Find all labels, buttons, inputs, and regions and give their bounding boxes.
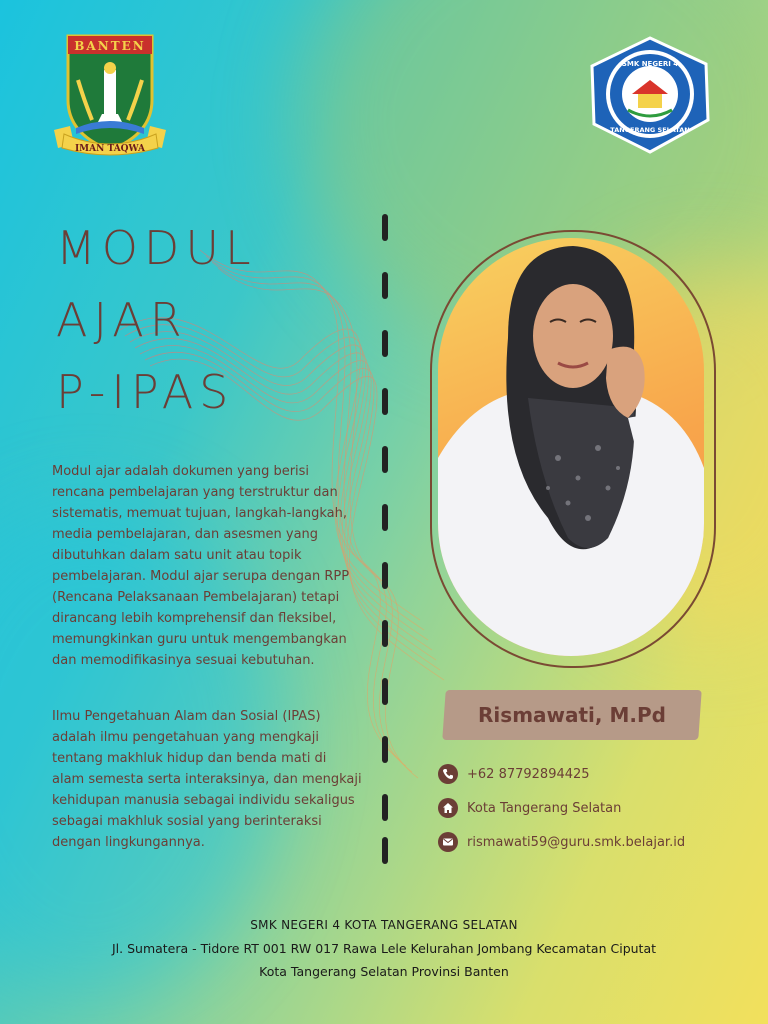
svg-text:BANTEN: BANTEN	[74, 39, 146, 53]
para1-line: dirancang lebih komprehensif dan fleksibel,	[52, 611, 337, 626]
para1-line: dibutuhkan dalam satu unit atau topik	[52, 548, 302, 563]
home-icon	[438, 798, 458, 818]
description-paragraph-1	[52, 461, 372, 671]
para2-line: alam semesta serta interaksinya, dan mengkaji	[52, 772, 362, 787]
para1-line: memungkinkan guru untuk mengembangkan	[52, 632, 347, 647]
para2-line: tentang makhluk hidup dan benda mati di	[52, 751, 327, 766]
para1-line: rencana pembelajaran yang terstruktur dan	[52, 485, 338, 500]
phone-icon	[438, 764, 458, 784]
svg-text:IMAN TAQWA: IMAN TAQWA	[74, 144, 146, 154]
para2-line: adalah ilmu pengetahuan yang mengkaji	[52, 730, 319, 745]
title-line-2: AJAR	[56, 293, 188, 347]
para2-line: sebagai makhluk sosial yang berinteraksi	[52, 814, 322, 829]
title-line-1: MODUL	[56, 221, 257, 275]
para2-line: dengan lingkungannya.	[52, 835, 205, 850]
mail-icon	[438, 832, 458, 852]
author-name: Rismawati, M.Pd	[478, 703, 666, 727]
title-line-3: P-IPAS	[56, 365, 235, 419]
para2-line: Ilmu Pengetahuan Alam dan Sosial (IPAS)	[52, 709, 321, 724]
dashed-divider	[382, 214, 388, 864]
footer-address-line-1: Jl. Sumatera - Tidore RT 001 RW 017 Rawa Lele Kelurahan Jombang Kecamatan Ciputat	[111, 941, 657, 956]
footer-school-name: SMK NEGERI 4 KOTA TANGERANG SELATAN	[250, 918, 518, 932]
module-title	[56, 212, 257, 428]
contact-phone[interactable]	[438, 763, 590, 785]
para1-line: media pembelajaran, dan asesmen yang	[52, 527, 319, 542]
svg-text:TANGERANG SELATAN: TANGERANG SELATAN	[610, 126, 690, 134]
contact-email[interactable]	[438, 831, 685, 853]
smk-logo	[588, 36, 712, 154]
para1-line: (Rencana Pelaksanaan Pembelajaran) tetapi	[52, 590, 340, 605]
email-address: rismawati59@guru.smk.belajar.id	[467, 834, 686, 850]
banten-logo	[50, 30, 170, 160]
para1-line: sistematis, memuat tujuan, langkah-langkah,	[52, 506, 348, 521]
phone-number: +62 87792894425	[467, 766, 590, 782]
para1-line: Modul ajar adalah dokumen yang berisi	[52, 464, 310, 479]
portrait-illustration	[438, 238, 704, 656]
para1-line: pembelajaran. Modul ajar serupa dengan RPP	[52, 569, 350, 584]
portrait-photo-area	[438, 238, 704, 656]
location-text: Kota Tangerang Selatan	[467, 800, 622, 816]
description-paragraph-2	[52, 706, 372, 853]
contact-location[interactable]	[438, 797, 621, 819]
para2-line: kehidupan manusia sebagai individu sekaligus	[52, 793, 355, 808]
para1-line: dan memodifikasinya sesuai kebutuhan.	[52, 653, 315, 668]
svg-text:SMK NEGERI 4: SMK NEGERI 4	[621, 60, 679, 68]
footer-address-line-2: Kota Tangerang Selatan Provinsi Banten	[259, 964, 509, 979]
